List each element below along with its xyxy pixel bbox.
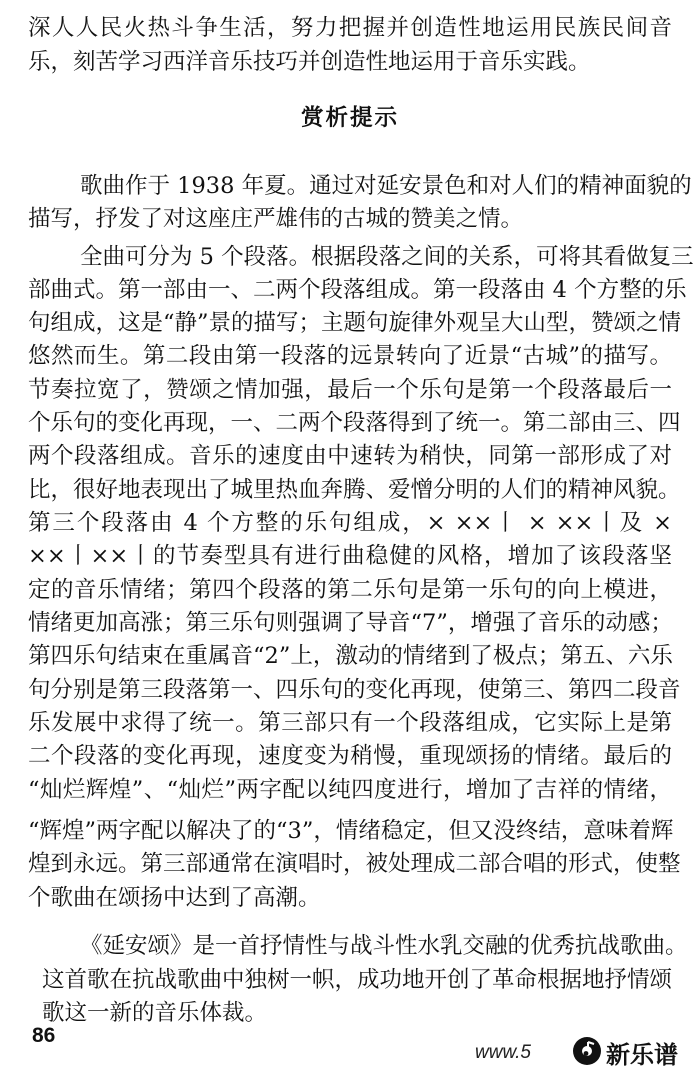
- text-line: 二个段落的变化再现，速度变为稍慢，重现颂扬的情绪。最后的: [28, 743, 672, 769]
- text-line: 句组成，这是“静”景的描写；主题句旋律外观呈大山型，赞颂之情: [28, 310, 682, 336]
- text-line: 歌这一新的音乐体裁。: [42, 1000, 268, 1026]
- text-line: “灿烂辉煌”、“灿烂”两字配以纯四度进行，增加了吉祥的情绪，: [28, 777, 672, 803]
- text-line: 第三个段落由 4 个方整的乐句组成，× ××丨 × ××丨及 ×: [28, 510, 672, 536]
- section-heading: 赏析提示: [300, 105, 399, 131]
- text-line: 乐发展中求得了统一。第三部只有一个段落组成，它实际上是第: [28, 710, 672, 736]
- text-line: 煌到永远。第三部通常在演唱时，被处理成二部合唱的形式，使整: [28, 851, 681, 877]
- text-line: 部曲式。第一部由一、二两个段落组成。第一段落由 4 个方整的乐: [28, 277, 687, 303]
- text-line: 悠然而生。第二段由第一段落的远景转向了近景“古城”的描写。: [28, 343, 672, 369]
- watermark-brand: 新乐谱: [606, 1041, 678, 1069]
- text-line: 定的音乐情绪；第四个段落的第二乐句是第一乐句的向上模进，: [28, 577, 672, 603]
- text-line: 第四乐句结束在重属音“2”上，激动的情绪到了极点；第五、六乐: [28, 643, 673, 669]
- music-disc-icon: [572, 1036, 602, 1066]
- text-line: 比，很好地表现出了城里热血奔腾、爱憎分明的人们的精神风貌。: [28, 477, 681, 503]
- text-line: 节奏拉宽了，赞颂之情加强，最后一个乐句是第一个段落最后一: [28, 377, 672, 403]
- text-line: 个乐句的变化再现，一、二两个段落得到了统一。第二部由三、四: [28, 410, 681, 436]
- text-line: ××丨××丨的节奏型具有进行曲稳健的风格，增加了该段落坚: [28, 543, 672, 569]
- text-line: “辉煌”两字配以解决了的“3”，情绪稳定，但又没终结，意味着辉: [28, 818, 674, 844]
- text-line: 全曲可分为 5 个段落。根据段落之间的关系，可将其看做复三: [80, 244, 694, 270]
- text-line: 歌曲作于 1938 年夏。通过对延安景色和对人们的精神面貌的: [80, 173, 692, 199]
- text-line: 乐，刻苦学习西洋音乐技巧并创造性地运用于音乐实践。: [28, 49, 591, 75]
- page-number: 86: [32, 1024, 56, 1047]
- text-line: 情绪更加高涨；第三乐句则强调了导音“7”，增强了音乐的动感；: [28, 610, 673, 636]
- text-line: 描写，抒发了对这座庄严雄伟的古城的赞美之情。: [28, 206, 524, 232]
- watermark-url: www.5: [475, 1042, 531, 1063]
- text-line: 深人人民火热斗争生活，努力把握并创造性地运用民族民间音: [28, 15, 672, 41]
- text-line: 两个段落组成。音乐的速度由中速转为稍快，同第一部形成了对: [28, 443, 672, 469]
- text-line: 句分别是第三段落第一、四乐句的变化再现，使第三、第四二段音: [28, 677, 681, 703]
- text-line: 这首歌在抗战歌曲中独树一帜，成功地开创了革命根据地抒情颂: [42, 967, 673, 993]
- text-line: 《延安颂》是一首抒情性与战斗性水乳交融的优秀抗战歌曲。: [80, 933, 688, 959]
- text-line: 个歌曲在颂扬中达到了高潮。: [28, 885, 321, 911]
